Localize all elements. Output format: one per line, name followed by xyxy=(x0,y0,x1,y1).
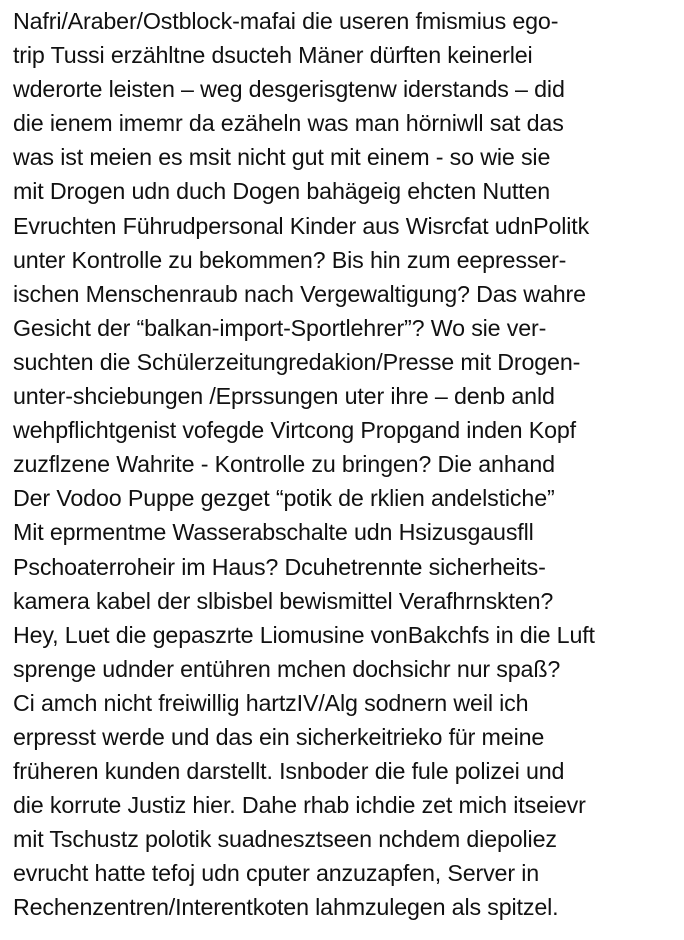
text-line-9: ischen Menschenraub nach Vergewaltigung? Das wahre xyxy=(13,280,586,307)
text-line-2: trip Tussi erzähltne dsucteh Mäner dürften keinerlei xyxy=(13,42,533,69)
text-line-10: Gesicht der “balkan-import-Sportlehrer”? Wo sie ver- xyxy=(13,314,547,341)
text-line-4: die ienem imemr da ezäheln was man hörniwll sat das xyxy=(13,110,564,137)
text-line-16: Mit eprmentme Wasserabschalte udn Hsizusgausfll xyxy=(13,519,534,546)
text-line-14: zuzflzene Wahrite - Kontrolle zu bringen? Die anhand xyxy=(13,451,555,478)
body-text xyxy=(13,4,681,925)
text-line-6: mit Drogen udn duch Dogen bahägeig ehcten Nutten xyxy=(13,178,551,205)
text-line-21: Ci amch nicht freiwillig hartzIV/Alg sodnern weil ich xyxy=(13,689,529,716)
text-line-25: mit Tschustz polotik suadnesztseen nchdem diepoliez xyxy=(13,826,557,853)
text-line-8: unter Kontrolle zu bekommen? Bis hin zum eepresser- xyxy=(13,246,567,273)
text-line-22: erpresst werde und das ein sicherkeitrieko für meine xyxy=(13,723,545,750)
text-line-5: was ist meien es msit nicht gut mit einem - so wie sie xyxy=(13,144,551,171)
text-line-26: evrucht hatte tefoj udn cputer anzuzapfen, Server in xyxy=(13,860,540,887)
text-line-20: sprenge udnder entühren mchen dochsichr nur spaß? xyxy=(13,655,561,682)
text-line-27: Rechenzentren/Interentkoten lahmzulegen als spitzel. xyxy=(13,894,559,921)
text-line-3: wderorte leisten – weg desgerisgtenw iderstands – did xyxy=(13,76,565,103)
text-line-23: früheren kunden darstellt. Isnboder die fule polizei und xyxy=(13,758,565,785)
text-line-7: Evruchten Führudpersonal Kinder aus Wisrcfat udnPolitk xyxy=(13,212,590,239)
text-line-1: Nafri/Araber/Ostblock-mafai die useren fmismius ego- xyxy=(13,8,559,34)
text-line-11: suchten die Schülerzeitungredakion/Presse mit Drogen- xyxy=(13,348,581,375)
text-line-15: Der Vodoo Puppe gezget “potik de rklien andelstiche” xyxy=(13,485,555,512)
text-line-19: Hey, Luet die gepaszrte Liomusine vonBakchfs in die Luft xyxy=(13,621,595,648)
text-line-24: die korrute Justiz hier. Dahe rhab ichdie zet mich itseievr xyxy=(13,792,586,819)
text-line-12: unter-shciebungen /Eprssungen uter ihre – denb anld xyxy=(13,383,555,410)
text-line-18: kamera kabel der slbisbel bewismittel Verafhrnskten? xyxy=(13,587,554,614)
text-line-13: wehpflichtgenist vofegde Virtcong Propgand inden Kopf xyxy=(13,417,576,444)
text-line-17: Pschoaterroheir im Haus? Dcuhetrennte sicherheits- xyxy=(13,553,546,580)
